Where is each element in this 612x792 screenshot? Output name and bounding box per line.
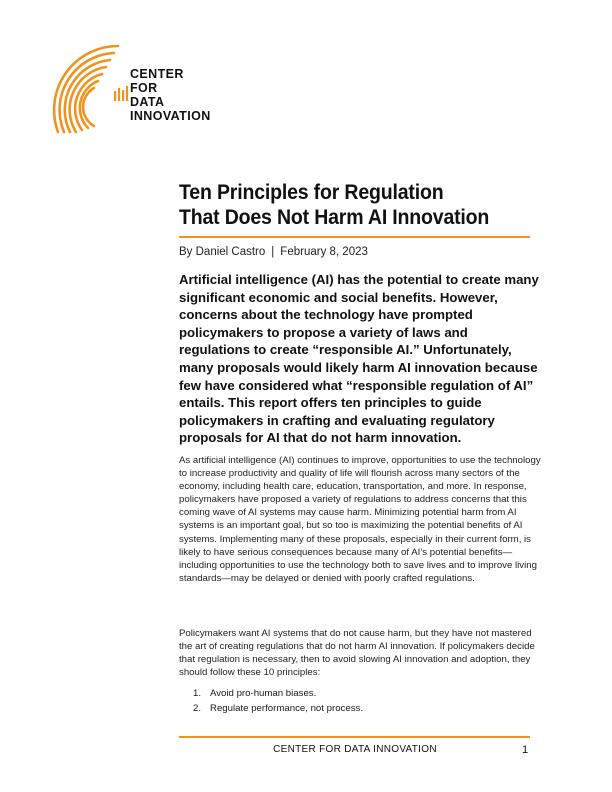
- principles-list: [179, 686, 363, 716]
- page-title: [179, 180, 532, 230]
- publish-date: February 8, 2023: [280, 246, 368, 258]
- title-rule: [179, 236, 530, 238]
- list-item: [179, 701, 363, 716]
- footer-rule: [179, 736, 530, 738]
- list-item-text: Avoid pro-human biases.: [210, 688, 317, 699]
- logo-line-center: CENTER: [130, 67, 184, 81]
- author: By Daniel Castro: [179, 246, 266, 258]
- footer-organization: CENTER FOR DATA INNOVATION: [273, 744, 437, 755]
- list-item: [179, 686, 363, 701]
- page-number: 1: [522, 744, 529, 756]
- body-paragraph-2: Policymakers want AI systems that do not cause harm, but they have not mastered the art of creating regulations that do not harm AI innovation. If policymakers decide that regulation is necessary, then to avoid slowing AI innovation and adoption, they should follow these 10 principles:: [179, 628, 535, 679]
- list-item-text: Regulate performance, not process.: [210, 703, 364, 714]
- logo-line-innovation: INNOVATION: [130, 109, 211, 123]
- title-line-2: That Does Not Harm AI Innovation: [179, 206, 490, 229]
- logo: [48, 40, 211, 140]
- body-paragraph-1: As artificial intelligence (AI) continues to improve, opportunities to use the technology to increase productivity and quality of life will flourish across many sectors of the economy, including health care, education, transportation, and more. In response, policymakers have proposed a variety of regulations to address concerns that this coming wave of AI systems may cause harm. Minimizing potential harm from AI systems is an important goal, but so too is maximizing the potential benefits of AI systems. Implementing many of these proposals, especially in their current form, is likely to have serious consequences because many of AI’s potential benefits—including opportunities to use the technology both to save lives and to improve living standards—may be delayed or denied with poorly crafted regulations.: [179, 455, 541, 584]
- list-item-number: 1.: [192, 688, 201, 699]
- logo-arcs-icon: [48, 40, 182, 140]
- byline: [179, 246, 368, 258]
- logo-line-data: DATA: [130, 95, 165, 109]
- logo-line-for: FOR: [130, 81, 158, 95]
- lead-paragraph: Artificial intelligence (AI) has the potential to create many significant economic and social benefits. However, concerns about the technology have prompted policymakers to propose a variety of laws and regulations to create “responsible AI.” Unfortunately, many proposals would likely harm AI innovation because few have considered what “responsible regulation of AI” entails. This report offers ten principles to guide policymakers in crafting and evaluating regulatory proposals for AI that do not harm innovation.: [179, 272, 539, 446]
- byline-separator: |: [271, 246, 275, 258]
- title-line-1: Ten Principles for Regulation: [179, 181, 444, 204]
- list-item-number: 2.: [192, 703, 201, 714]
